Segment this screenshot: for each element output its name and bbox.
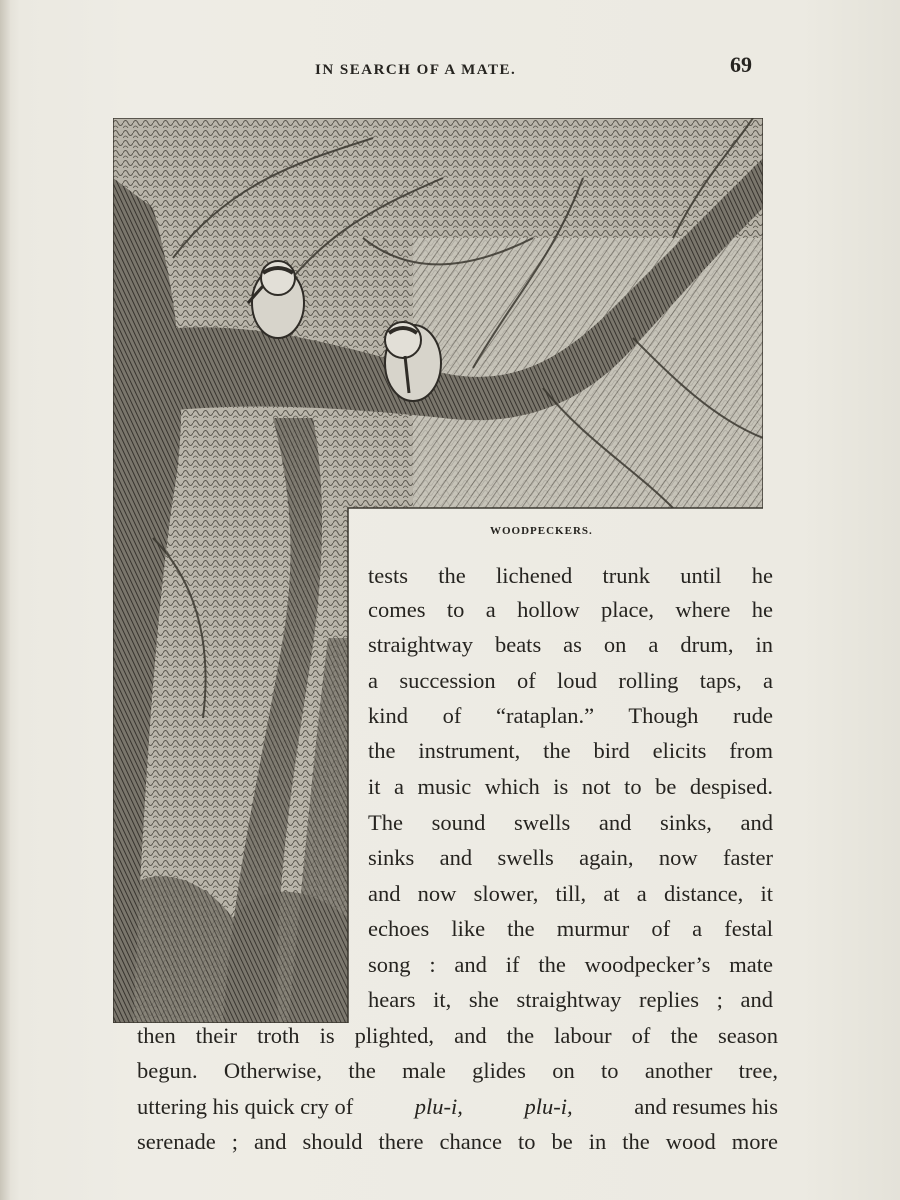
text-fragment: and resumes his [634, 1094, 778, 1119]
text-line: then their troth is plighted, and the labour of the season [137, 1023, 778, 1048]
text-line: it a music which is not to be despised. [368, 774, 773, 799]
text-line: comes to a hollow place, where he [368, 597, 773, 622]
running-head: IN SEARCH OF A MATE. [315, 62, 517, 78]
text-line: begun. Otherwise, the male glides on to another tree, [137, 1058, 778, 1083]
page-number: 69 [730, 52, 752, 77]
bird-call-italic: plu-i, [524, 1094, 573, 1119]
text-line-with-italics [137, 1094, 778, 1120]
text-line: The sound swells and sinks, and [368, 810, 773, 835]
text-line: tests the lichened trunk until he [368, 563, 773, 588]
text-line: straightway beats as on a drum, in [368, 632, 773, 657]
text-line: serenade ; and should there chance to be in the wood more [137, 1129, 778, 1154]
text-line: sinks and swells again, now faster [368, 845, 773, 870]
text-line: hears it, she straightway replies ; and [368, 987, 773, 1012]
text-line: song : and if the woodpecker’s mate [368, 952, 773, 977]
illustration-caption: WOODPECKERS. [490, 525, 593, 537]
bird-call-italic: plu-i, [414, 1094, 463, 1119]
text-fragment: uttering his quick cry of [137, 1094, 354, 1119]
text-line: kind of “rataplan.” Though rude [368, 703, 773, 728]
text-line: a succession of loud rolling taps, a [368, 668, 773, 693]
text-line: and now slower, till, at a distance, it [368, 881, 773, 906]
text-line: echoes like the murmur of a festal [368, 916, 773, 941]
text-line: the instrument, the bird elicits from [368, 738, 773, 763]
